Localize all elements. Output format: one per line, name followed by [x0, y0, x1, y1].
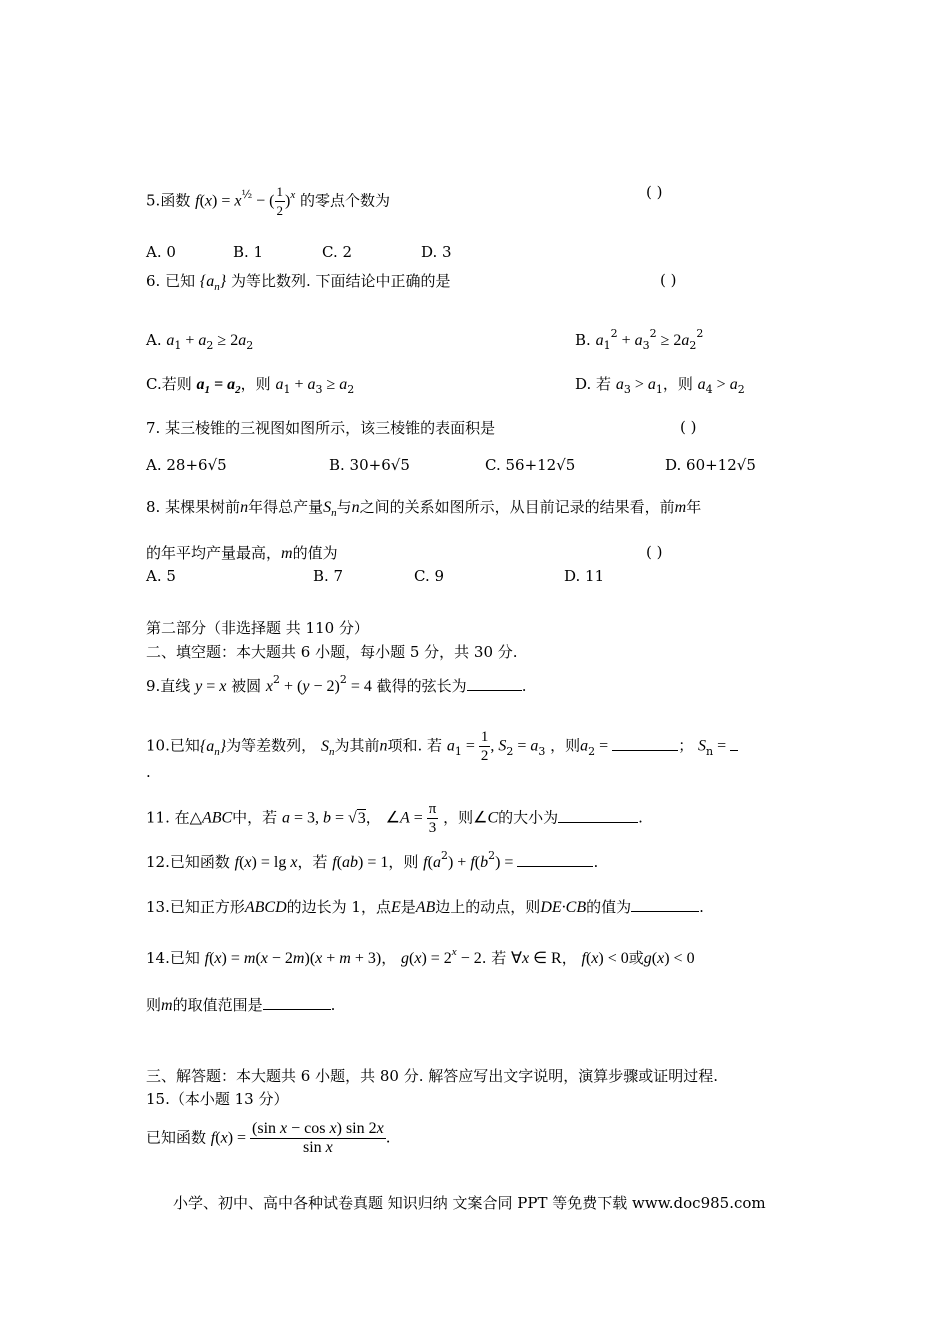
q14-line1: 14.已知 f(x) = m(x − 2m)(x + m + 3)， $g(x) = 2^x - 2$. 若 ∀x ∈ R， f(x) < 0或g(x) < 0	[146, 946, 695, 967]
part3-title: 三、解答题：本大题共 6 小题，共 80 分. 解答应写出文字说明，演算步骤或证明过程.	[146, 1067, 719, 1085]
q6-option-d: D. 若 $a_3 > a_1$，则 $a_4 > a_2$	[575, 375, 745, 396]
q10-sn-blank[interactable]	[730, 734, 738, 751]
q10-a2-blank[interactable]	[612, 734, 678, 751]
q9: 9.直线 y = x 被圆 $x^2 + (y - 2)^2 = 4$ 截得的弦长为 .	[146, 673, 527, 695]
q11-answer-blank[interactable]	[558, 806, 638, 823]
q7-option-c: C. 56+12√5	[485, 456, 576, 474]
q15-stem: 已知函数 f(x) = $\frac{\text{(sin x − cos x) sin 2x}}{\text{sin x}}$ .	[146, 1120, 391, 1156]
q6-stem: 6. 已知 $\{a_n\}$ 为等比数列. 下面结论中正确的是	[146, 272, 451, 293]
q8-option-c: C. 9	[414, 567, 445, 585]
q8-stem-line1: 8. 某棵果树前n年得总产量$S_n$与n之间的关系如图所示，从目前记录的结果看，前m年	[146, 498, 702, 519]
q8-answer-paren: ( )	[646, 543, 663, 561]
q5-stem: 5.函数 $f(x) = x^{\frac{1}{2}}$ − ( $\frac{1}{2}$ )$^x$ 的零点个数为	[146, 184, 391, 218]
q11: 11. 在△ABC中，若 a = 3, b = √3， ∠A = $\frac{\pi}{3}$ ，则∠C的大小为 .	[146, 801, 643, 836]
q7-option-d: D. 60+12√5	[665, 456, 756, 474]
q5-answer-paren: ( )	[646, 183, 663, 201]
q6-option-c: C.若则 $a_1 = a_2$，则 $a_1 + a_3 \ge a_2$	[146, 375, 355, 396]
q5-option-d: D. 3	[421, 243, 452, 261]
part2-fill-instructions: 二、填空题：本大题共 6 小题，每小题 5 分，共 30 分.	[146, 643, 518, 661]
q7-answer-paren: ( )	[680, 418, 697, 436]
q12-answer-blank[interactable]	[517, 850, 593, 867]
q7-option-b: B. 30+6√5	[329, 456, 410, 474]
q10: 10.已知$\{a_n\}$为等差数列， $S_n$为其前n项和. 若 $a_1$ = $\frac{1}{2}$ , $S_2 = a_3$ ，则$a_2$ = ； $S_n$ =	[146, 728, 738, 765]
q8-stem-line2: 的年平均产量最高，m的值为	[146, 544, 338, 562]
q5-option-a: A. 0	[146, 243, 176, 261]
q7-stem: 7. 某三棱锥的三视图如图所示，该三棱锥的表面积是	[146, 419, 496, 437]
q13: 13.已知正方形ABCD的边长为 1，点E是AB边上的动点，则DE·CB的值为 .	[146, 895, 704, 918]
q14-answer-blank[interactable]	[263, 993, 331, 1010]
q6-answer-paren: ( )	[660, 271, 677, 289]
q10-trailing-dot: .	[146, 763, 151, 781]
page-footer: 小学、初中、高中各种试卷真题 知识归纳 文案合同 PPT 等免费下载 www.doc985.com	[173, 1194, 766, 1212]
q6-option-b: B. $a_1^2 + a_3^2 \ge 2a_2^2$	[575, 327, 704, 352]
q6-option-a: A. $a_1 + a_2 \ge 2a_2$	[146, 331, 254, 352]
q12: 12.已知函数 f(x) = lg x，若 f(ab) = 1，则 $f(a^2) + f(b^2)$ = .	[146, 849, 599, 871]
q5-formula: f	[195, 192, 200, 210]
q8-option-a: A. 5	[146, 567, 176, 585]
q15-heading: 15.（本小题 13 分）	[146, 1090, 289, 1108]
q7-option-a: A. 28+6√5	[146, 456, 227, 474]
q8-option-b: B. 7	[313, 567, 344, 585]
q14-line2: 则m的取值范围是 .	[146, 993, 335, 1016]
q5-option-b: B. 1	[233, 243, 264, 261]
q13-answer-blank[interactable]	[631, 895, 699, 912]
q8-option-d: D. 11	[564, 567, 605, 585]
q9-answer-blank[interactable]	[467, 674, 522, 691]
q5-option-c: C. 2	[322, 243, 353, 261]
part2-title: 第二部分（非选择题 共 110 分）	[146, 619, 369, 637]
